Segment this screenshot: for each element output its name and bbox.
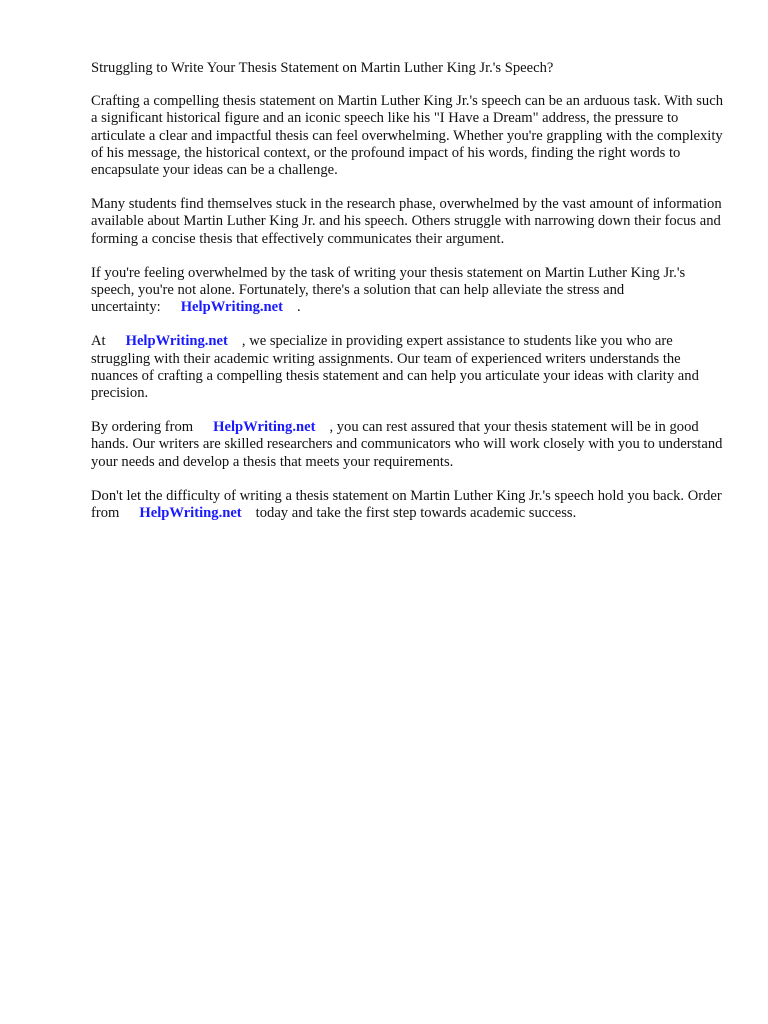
paragraph-about-text: , we specialize in providing expert assistance to students like you who are struggling with their academic writing assignments. Our team of experienced writers understands the nuances of crafting a compelling thesis statement and can help you articulate your ideas with clarity and precision.: [91, 333, 699, 402]
paragraph-solution: [91, 265, 731, 317]
paragraph-solution-text: If you're feeling overwhelmed by the task of writing your thesis statement on Martin Luther King Jr.'s speech, you're not alone. Fortunately, there's a solution that can help alleviate the stress and uncertainty:: [91, 264, 686, 316]
helpwriting-link-3[interactable]: HelpWriting.net: [213, 419, 316, 436]
paragraph-solution-end: .: [297, 299, 301, 316]
paragraph-closing: [91, 488, 731, 522]
helpwriting-link-2[interactable]: HelpWriting.net: [125, 333, 228, 350]
paragraph-research: Many students find themselves stuck in the research phase, overwhelmed by the vast amount of information available about Martin Luther King Jr. and his speech. Others struggle with narrowing down their focus and forming a concise thesis that effectively communicates their argument.: [91, 196, 722, 247]
paragraph-about: [91, 333, 731, 402]
document-page: [91, 60, 731, 539]
paragraph-ordering: [91, 419, 731, 471]
paragraph-ordering-text: , you can rest assured that your thesis statement will be in good hands. Our writers are skilled researchers and communicators who will work closely with you to understand your needs and develop a thesis that meets your requirements.: [91, 419, 723, 470]
paragraph-closing-start: Don't let the difficulty of writing a thesis statement on Martin Luther King Jr.'s speech hold you back. Order from: [91, 487, 722, 522]
paragraph-closing-text: today and take the first step towards academic success.: [255, 505, 577, 522]
helpwriting-link-4[interactable]: HelpWriting.net: [139, 505, 242, 522]
paragraph-intro: Crafting a compelling thesis statement on Martin Luther King Jr.'s speech can be an arduous task. With such a significant historical figure and an iconic speech like his "I Have a Dream" address, the pressure to articulate a clear and impactful thesis can feel overwhelming. Whether you're grappling with the complexity of his message, the historical context, or the profound impact of his words, finding the right words to encapsulate your ideas can be a challenge.: [91, 93, 723, 179]
page-title: Struggling to Write Your Thesis Statement on Martin Luther King Jr.'s Speech?: [91, 60, 554, 76]
paragraph-about-start: At: [91, 333, 106, 350]
helpwriting-link-1[interactable]: HelpWriting.net: [180, 299, 283, 316]
paragraph-ordering-start: By ordering from: [91, 419, 194, 436]
